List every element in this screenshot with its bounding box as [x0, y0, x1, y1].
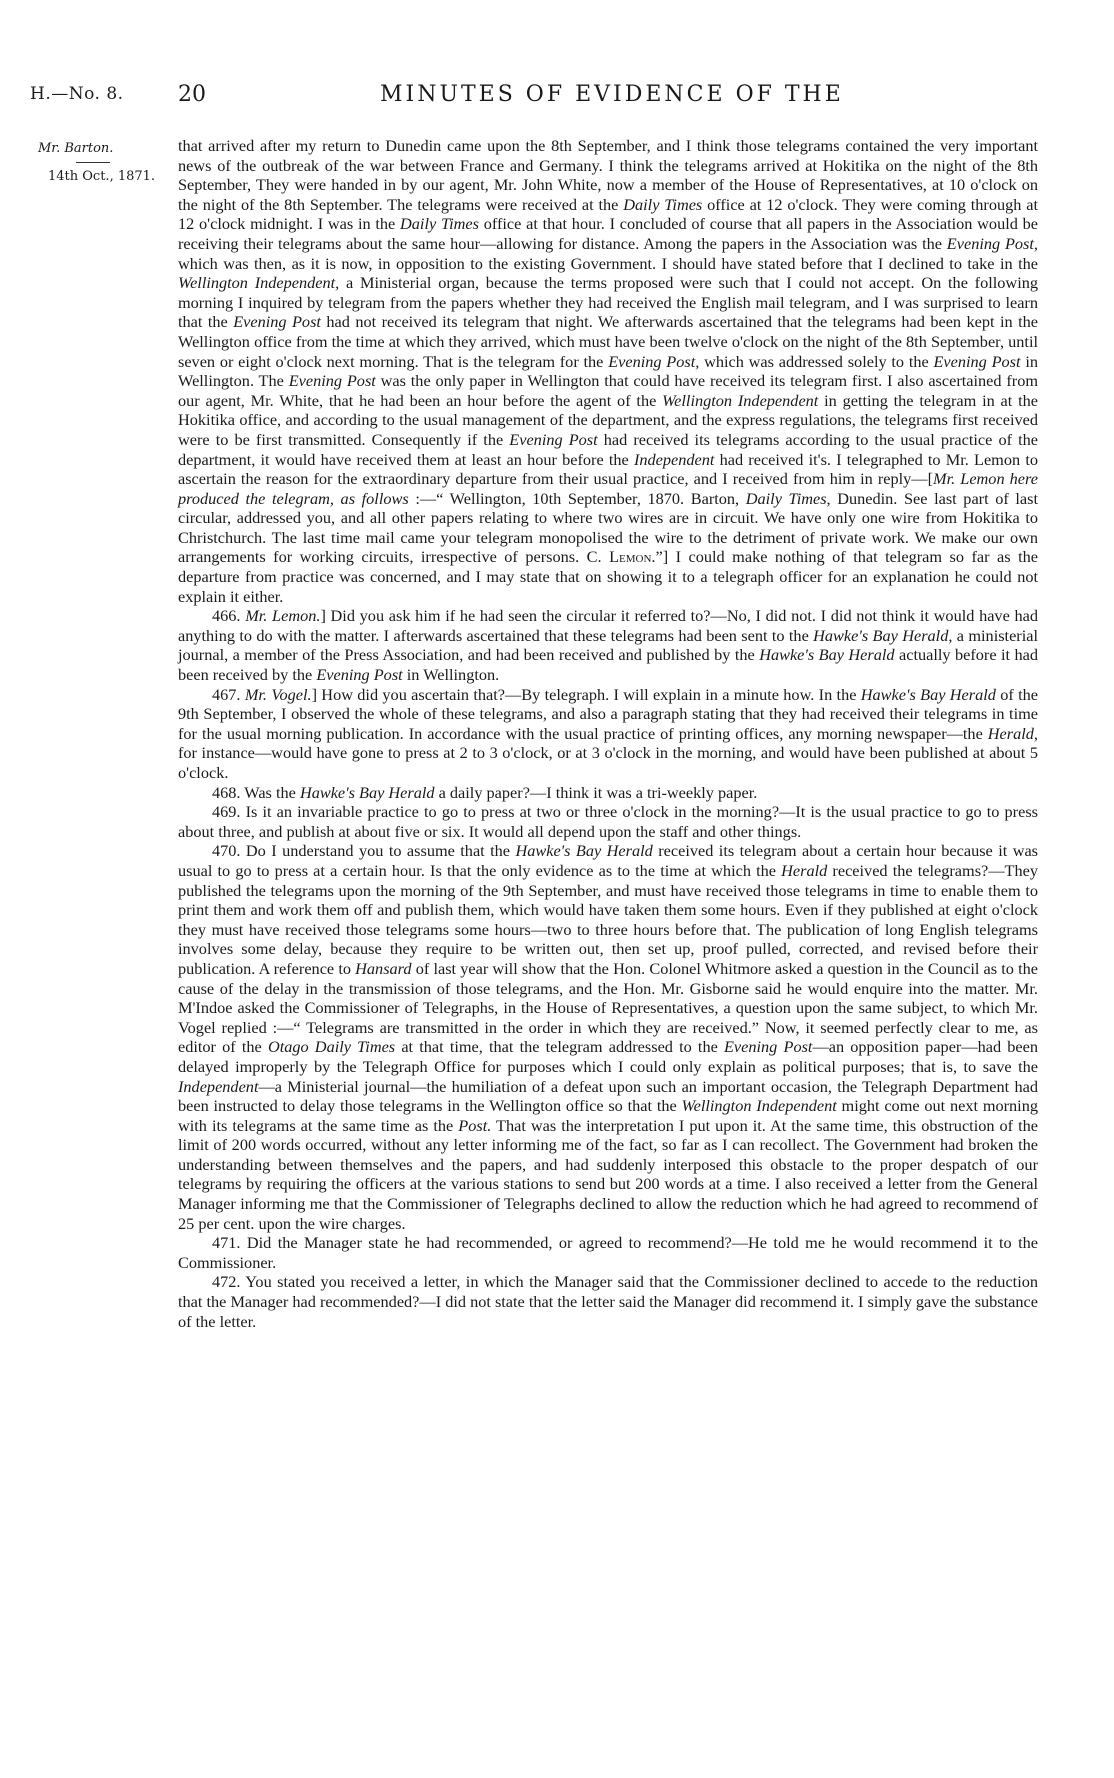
text-segment: Wellington Independent,: [178, 273, 340, 293]
text-segment: Wellington Independent: [662, 390, 819, 410]
text-segment: might come out next morning with its telegrams at the same time as the: [178, 1096, 1038, 1135]
text-segment: had not received its telegram that night. We afterwards ascertained that the telegrams had been kept in the Wellington office from the time at which they arrived, which must have been twelve o'clock on the night of the 8th September, until seven or eight o'clock next morning. That is the telegram for the: [178, 312, 1038, 371]
text-segment: Daily Times: [400, 214, 479, 234]
text-segment: office at 12 o'clock. They were coming through at 12 o'clock midnight. I was in the: [178, 194, 1038, 234]
text-segment: was the only paper in Wellington that could have received its telegram first. I also ascertained from our agent, Mr. White, that he had been an hour before the agent of the: [178, 371, 1039, 410]
text-segment: which was then, as it is now, in opposition to the existing Government. I should have stated before that I declined to take in the: [178, 253, 1038, 273]
text-segment: a ministerial journal, a member of the Press Association, and had been received and published by the: [178, 625, 1039, 665]
text-segment: .”] I could make nothing of that telegram so far as the departure from practice was concerned, and I may state that on showing it to a telegraph officer for an explanation he could not explain it either.: [178, 547, 1038, 606]
text-segment: a Ministerial organ, because the terms proposed were such that I could not accept. On the following morning I inquired by telegram from the papers whether they had received the English mail telegram, and I was surprised to learn that the: [178, 273, 1038, 332]
text-segment: Mr. Vogel.: [244, 684, 312, 704]
text-segment: in Wellington. The: [178, 351, 1038, 391]
margin-note: [30, 139, 170, 187]
question-471: [178, 1233, 1038, 1272]
margin-rule: [76, 162, 110, 163]
question-469: [178, 802, 1038, 841]
evidence-date: 14th Oct., 1871.: [48, 169, 156, 184]
page-number: 20: [178, 82, 206, 107]
text-segment: had received it's. I telegraphed to Mr. Lemon to ascertain the reason for the extraordinary departure from their usual practice, and I received from him in reply—[: [178, 449, 1038, 489]
page-title: MINUTES OF EVIDENCE OF THE: [380, 82, 844, 107]
witness-name: Mr. Barton.: [38, 141, 114, 156]
text-segment: 471. Did the Manager state he had recommended, or agreed to recommend?—He told me he would recommend it to the Commissioner.: [178, 1233, 1038, 1272]
question-466: [178, 606, 1038, 684]
text-segment: Herald,: [987, 723, 1038, 743]
question-467: [178, 685, 1038, 783]
text-segment: had received its telegrams according to the usual practice of the department, it would have received them at least an hour before the: [178, 429, 1038, 469]
text-segment: :—“ Wellington, 10th September, 1870. Barton,: [408, 488, 746, 508]
text-segment: Evening Post,: [608, 351, 700, 371]
text-segment: Hawke's Bay Herald,: [813, 625, 953, 645]
text-segment: a daily paper?—I think it was a tri-weekly paper.: [434, 782, 758, 802]
text-segment: for instance—would have gone to press at 2 to 3 o'clock, or at 3 o'clock in the morning, and would have been published at about 5 o'clock.: [178, 743, 1038, 782]
text-segment: Otago Daily Times: [267, 1037, 396, 1057]
text-segment: Evening Post: [288, 371, 376, 391]
text-segment: 468. Was the: [212, 782, 300, 802]
text-segment: Hawke's Bay Herald: [860, 684, 996, 704]
text-segment: of last year will show that the Hon. Colonel Whitmore asked a question in the Council as to the cause of the delay in the transmission of those telegrams, and the Hon. Mr. Gisborne said he would enquire into the matter. Mr. M'Indoe asked the Commissioner of Telegraphs, in the House of Representatives, a question upon the same subject, to which Mr. Vogel replied :—“ Telegrams are transmitted in the order in which they are received.” Now, it seemed perfectly clear to me, as editor of the: [178, 958, 1038, 1057]
text-segment: Hawke's Bay Herald: [759, 645, 895, 665]
text-segment: Evening Post,: [946, 233, 1038, 253]
text-segment: ] How did you ascertain that?—By telegraph. I will explain in a minute how. In the: [311, 684, 861, 704]
paragraph-continuation: [178, 136, 1038, 606]
text-segment: Evening Post: [933, 351, 1021, 371]
text-segment: Daily Times: [623, 194, 703, 214]
text-segment: Evening Post: [233, 312, 321, 332]
text-segment: Independent: [633, 449, 715, 469]
text-segment: actually before it had been received by the: [178, 645, 1038, 685]
text-segment: Hawke's Bay Herald: [299, 782, 435, 802]
text-segment: —a Ministerial journal—the humiliation of a defeat upon such an important occasion, the Telegraph Department had been instructed to delay those telegrams in the Wellington office so that the: [178, 1076, 1038, 1116]
text-segment: Dunedin. See last part of last circular, addressed you, and all other papers relating to where two wires are in circuit. We have only one wire from Hokitika to Christchurch. The last time mail came your telegram monopolised the wire to the detriment of private work. We make our own arrangements for working circuits, irrespective of persons. C.: [178, 488, 1039, 567]
text-segment: Herald: [781, 860, 828, 880]
text-segment: Independent: [178, 1076, 259, 1096]
text-segment: Mr. Lemon.: [245, 606, 321, 626]
text-segment: Post.: [458, 1115, 492, 1135]
text-segment: office at that hour. I concluded of course that all papers in the Association would be receiving their telegrams about the same hour—allowing for distance. Among the papers in the Association was the: [178, 214, 1038, 253]
text-segment: in getting the telegram in at the Hokitika office, and according to the usual management of the department, and the express regulations, the telegrams first received were to be first transmitted. Consequently if the: [178, 390, 1038, 449]
text-segment: Daily Times,: [745, 488, 831, 508]
text-segment: ] Did you ask him if he had seen the circular it referred to?—No, I did not. I did not think it would have had anything to do with the matter. I afterwards ascertained that these telegrams had been sent to the: [178, 606, 1039, 645]
text-segment: 472. You stated you received a letter, in which the Manager said that the Commissioner declined to accede to the reduction that the Manager had recommended?—I did not state that the letter said the Manager did recommend it. I simply gave the substance of the letter.: [178, 1272, 1038, 1331]
text-segment: in Wellington.: [402, 665, 500, 685]
question-468: [178, 783, 1038, 803]
question-470: [178, 841, 1038, 1233]
text-segment: 470. Do I understand you to assume that the: [212, 841, 516, 861]
text-segment: 467.: [212, 684, 245, 704]
paper-reference: H.—No. 8.: [30, 84, 124, 104]
text-segment: at that time, that the telegram addressed to the: [395, 1037, 724, 1057]
text-segment: received the telegrams?—They published the telegrams upon the morning of the 9th September, and must have received those telegrams in time to enable them to print them and work them off and publish them, which would have taken them some hours. Even if they published at eight o'clock they must have received those telegrams some hours—two to three hours before that. The publication of long English telegrams involves some delay, because they require to be written out, then set up, proof pulled, corrected, and revised before their publication. A reference to: [178, 860, 1038, 978]
text-segment: Hawke's Bay Herald: [515, 841, 653, 861]
text-segment: Evening Post: [509, 429, 598, 449]
text-segment: of the 9th September, I observed the whole of these telegrams, and also a paragraph stating that they had received their telegrams in time for the usual morning publication. In accordance with the usual practice of printing offices, any morning newspaper—the: [178, 684, 1039, 743]
text-segment: That was the interpretation I put upon it. At the same time, this obstruction of the limit of 200 words occurred, without any letter informing me of the fact, so far as I can recollect. The Government had broken the understanding between themselves and the papers, and had suddenly interposed this obstacle to the proper despatch of our telegrams by requiring the officers at the various stations to send but 200 words at a time. I also received a letter from the General Manager informing me that the Commissioner of Telegraphs declined to allow the reduction which he had agreed to recommend of 25 per cent. upon the wire charges.: [178, 1115, 1038, 1233]
text-segment: Wellington Independent: [681, 1096, 837, 1116]
text-segment: Hansard: [355, 958, 412, 978]
text-segment: Evening Post: [316, 665, 403, 685]
text-segment: Mr. Lemon here produced the telegram, as follows: [178, 469, 1038, 508]
text-segment: that arrived after my return to Dunedin came upon the 8th September, and I think those telegrams contained the very important news of the outbreak of the war between France and Germany. I think the telegrams arrived at Hokitika on the night of the 8th September, They were handed in by our agent, Mr. John White, now a member of the House of Representatives, at 10 o'clock on the night of the 8th September. The telegrams were received at the: [178, 136, 1038, 214]
text-segment: —an opposition paper—had been delayed improperly by the Telegraph Office for purposes which I could only explain as political purposes; that is, to save the: [178, 1037, 1039, 1076]
text-segment: which was addressed solely to the: [699, 351, 934, 371]
evidence-body: [178, 136, 1038, 1331]
text-segment: received its telegram about a certain hour because it was usual to go to press at a certain hour. Is that the only evidence as to the time at which the: [178, 841, 1039, 880]
text-segment: 469. Is it an invariable practice to go to press at two or three o'clock in the morning?—It is the usual practice to go to press about three, and publish at about five or six. It would all depend upon the staff and other things.: [178, 802, 1038, 841]
text-segment: Lemon: [609, 547, 652, 567]
text-segment: Evening Post: [723, 1037, 813, 1057]
question-472: [178, 1272, 1038, 1331]
text-segment: 466.: [212, 606, 246, 626]
